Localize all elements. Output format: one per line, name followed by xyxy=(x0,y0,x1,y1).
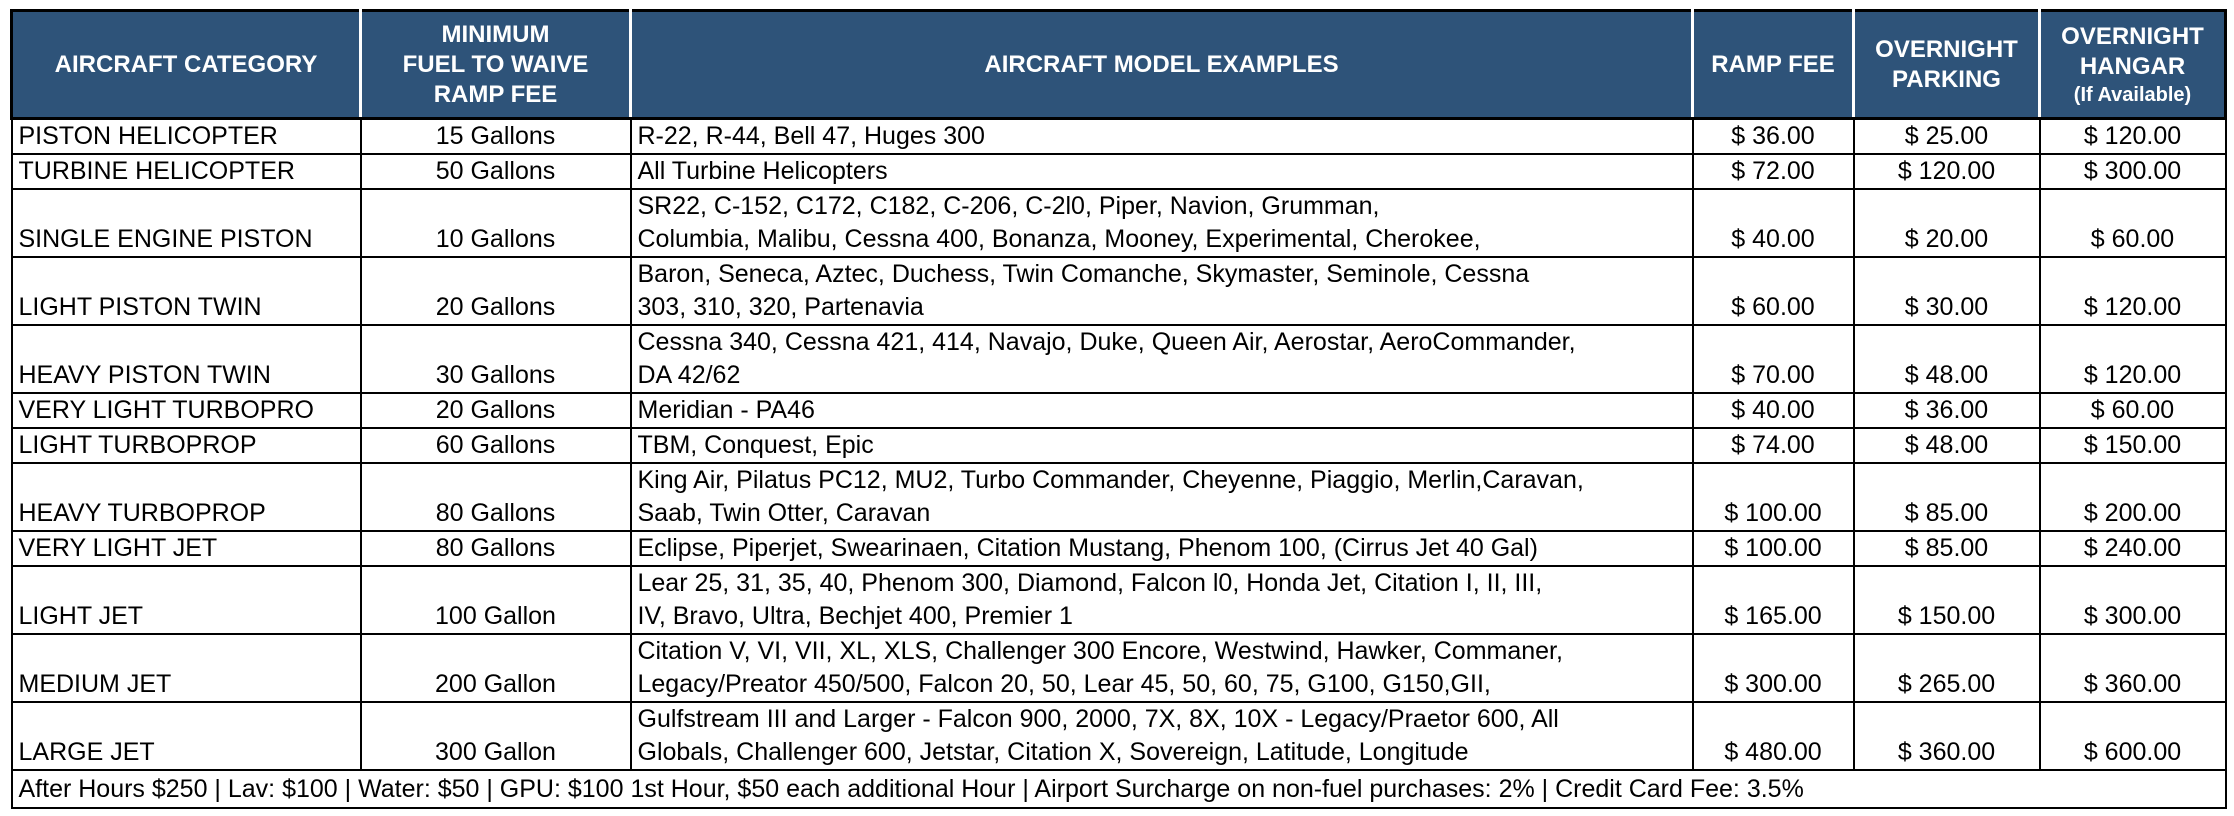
overnight-parking-cell: $ 48.00 xyxy=(1854,428,2040,463)
model-examples-cell xyxy=(631,428,1693,463)
header-parking-line: OVERNIGHT xyxy=(1875,35,2018,63)
model-examples-cell xyxy=(631,566,1693,634)
model-examples-line: SR22, C-152, C172, C182, C-206, C-2l0, Piper, Navion, Grumman, xyxy=(637,192,1380,220)
table-row xyxy=(12,325,2226,393)
table-row xyxy=(12,428,2226,463)
ramp-fee-cell: $ 165.00 xyxy=(1693,566,1854,634)
model-examples-line: R-22, R-44, Bell 47, Huges 300 xyxy=(637,122,985,150)
model-examples-cell xyxy=(631,119,1693,155)
table-row xyxy=(12,393,2226,428)
ramp-fee-cell: $ 480.00 xyxy=(1693,702,1854,770)
header-min-fuel-line: FUEL TO WAIVE xyxy=(402,50,589,78)
fee-table-body xyxy=(12,119,2226,771)
aircraft-category-cell: LIGHT JET xyxy=(12,566,361,634)
ramp-fee-cell: $ 40.00 xyxy=(1693,189,1854,257)
ramp-fee-cell: $ 100.00 xyxy=(1693,463,1854,531)
aircraft-category-cell: HEAVY PISTON TWIN xyxy=(12,325,361,393)
header-min-fuel-line: RAMP FEE xyxy=(433,80,558,108)
minimum-fuel-cell: 50 Gallons xyxy=(361,154,631,189)
minimum-fuel-cell: 15 Gallons xyxy=(361,119,631,155)
overnight-parking-cell: $ 85.00 xyxy=(1854,463,2040,531)
overnight-parking-cell: $ 265.00 xyxy=(1854,634,2040,702)
model-examples-cell xyxy=(631,702,1693,770)
header-row xyxy=(12,11,2226,119)
header-overnight-hangar xyxy=(2040,11,2226,119)
overnight-parking-cell: $ 150.00 xyxy=(1854,566,2040,634)
minimum-fuel-cell: 20 Gallons xyxy=(361,393,631,428)
minimum-fuel-cell: 10 Gallons xyxy=(361,189,631,257)
ramp-fee-cell: $ 70.00 xyxy=(1693,325,1854,393)
model-examples-cell xyxy=(631,463,1693,531)
model-examples-line: Citation V, VI, VII, XL, XLS, Challenger 300 Encore, Westwind, Hawker, Commaner, xyxy=(637,637,1563,665)
aircraft-category-cell: TURBINE HELICOPTER xyxy=(12,154,361,189)
overnight-parking-cell: $ 120.00 xyxy=(1854,154,2040,189)
overnight-hangar-cell: $ 600.00 xyxy=(2040,702,2226,770)
table-row xyxy=(12,154,2226,189)
overnight-hangar-cell: $ 150.00 xyxy=(2040,428,2226,463)
header-overnight-parking xyxy=(1854,11,2040,119)
ramp-fee-cell: $ 72.00 xyxy=(1693,154,1854,189)
aircraft-category-cell: HEAVY TURBOPROP xyxy=(12,463,361,531)
header-ramp-fee: RAMP FEE xyxy=(1693,11,1854,119)
minimum-fuel-cell: 60 Gallons xyxy=(361,428,631,463)
minimum-fuel-cell: 20 Gallons xyxy=(361,257,631,325)
header-hangar-note: (If Available) xyxy=(2073,83,2192,106)
overnight-hangar-cell: $ 300.00 xyxy=(2040,154,2226,189)
model-examples-cell xyxy=(631,154,1693,189)
model-examples-line: IV, Bravo, Ultra, Bechjet 400, Premier 1 xyxy=(637,602,1073,630)
model-examples-line: Cessna 340, Cessna 421, 414, Navajo, Duke, Queen Air, Aerostar, AeroCommander, xyxy=(637,328,1576,356)
ramp-fee-cell: $ 300.00 xyxy=(1693,634,1854,702)
table-row xyxy=(12,634,2226,702)
minimum-fuel-cell: 200 Gallon xyxy=(361,634,631,702)
aircraft-category-cell: LIGHT PISTON TWIN xyxy=(12,257,361,325)
ramp-fee-cell: $ 100.00 xyxy=(1693,531,1854,566)
model-examples-line: Eclipse, Piperjet, Swearinaen, Citation Mustang, Phenom 100, (Cirrus Jet 40 Gal) xyxy=(637,534,1538,562)
minimum-fuel-cell: 80 Gallons xyxy=(361,531,631,566)
ramp-fee-cell: $ 74.00 xyxy=(1693,428,1854,463)
aircraft-category-cell: LARGE JET xyxy=(12,702,361,770)
overnight-parking-cell: $ 20.00 xyxy=(1854,189,2040,257)
table-row xyxy=(12,463,2226,531)
header-hangar-line: HANGAR xyxy=(2079,52,2186,80)
table-row xyxy=(12,189,2226,257)
minimum-fuel-cell: 100 Gallon xyxy=(361,566,631,634)
aircraft-category-cell: VERY LIGHT JET xyxy=(12,531,361,566)
model-examples-line: DA 42/62 xyxy=(637,361,741,389)
overnight-parking-cell: $ 48.00 xyxy=(1854,325,2040,393)
overnight-hangar-cell: $ 120.00 xyxy=(2040,257,2226,325)
table-row xyxy=(12,702,2226,770)
fee-schedule xyxy=(10,9,2224,809)
aircraft-category-cell: LIGHT TURBOPROP xyxy=(12,428,361,463)
model-examples-line: Globals, Challenger 600, Jetstar, Citation X, Sovereign, Latitude, Longitude xyxy=(637,738,1469,766)
model-examples-cell xyxy=(631,393,1693,428)
model-examples-line: Lear 25, 31, 35, 40, Phenom 300, Diamond, Falcon l0, Honda Jet, Citation I, II, III, xyxy=(637,569,1543,597)
aircraft-category-cell: MEDIUM JET xyxy=(12,634,361,702)
model-examples-line: Columbia, Malibu, Cessna 400, Bonanza, Mooney, Experimental, Cherokee, xyxy=(637,225,1481,253)
overnight-hangar-cell: $ 360.00 xyxy=(2040,634,2226,702)
table-row xyxy=(12,531,2226,566)
model-examples-cell xyxy=(631,325,1693,393)
overnight-hangar-cell: $ 60.00 xyxy=(2040,393,2226,428)
model-examples-line: TBM, Conquest, Epic xyxy=(637,431,874,459)
minimum-fuel-cell: 300 Gallon xyxy=(361,702,631,770)
overnight-hangar-cell: $ 60.00 xyxy=(2040,189,2226,257)
overnight-hangar-cell: $ 120.00 xyxy=(2040,119,2226,155)
aircraft-category-cell: PISTON HELICOPTER xyxy=(12,119,361,155)
model-examples-line: King Air, Pilatus PC12, MU2, Turbo Commander, Cheyenne, Piaggio, Merlin,Caravan, xyxy=(637,466,1584,494)
ramp-fee-cell: $ 36.00 xyxy=(1693,119,1854,155)
table-row xyxy=(12,257,2226,325)
model-examples-cell xyxy=(631,531,1693,566)
header-parking-line: PARKING xyxy=(1892,65,2001,93)
minimum-fuel-cell: 30 Gallons xyxy=(361,325,631,393)
footer-notes: After Hours $250 | Lav: $100 | Water: $50 | GPU: $100 1st Hour, $50 each additional Hour | Airport Surcharge on non-fuel purchases: 2% | Credit Card Fee: 3.5% xyxy=(12,770,2226,808)
overnight-parking-cell: $ 85.00 xyxy=(1854,531,2040,566)
table-row xyxy=(12,566,2226,634)
model-examples-line: All Turbine Helicopters xyxy=(637,157,888,185)
model-examples-cell xyxy=(631,634,1693,702)
model-examples-line: Gulfstream III and Larger - Falcon 900, 2000, 7X, 8X, 10X - Legacy/Praetor 600, All xyxy=(637,705,1559,733)
aircraft-category-cell: VERY LIGHT TURBOPRO xyxy=(12,393,361,428)
header-model-examples: AIRCRAFT MODEL EXAMPLES xyxy=(631,11,1693,119)
model-examples-line: Meridian - PA46 xyxy=(637,396,815,424)
ramp-fee-cell: $ 60.00 xyxy=(1693,257,1854,325)
model-examples-line: Saab, Twin Otter, Caravan xyxy=(637,499,931,527)
ramp-fee-cell: $ 40.00 xyxy=(1693,393,1854,428)
model-examples-line: Baron, Seneca, Aztec, Duchess, Twin Comanche, Skymaster, Seminole, Cessna xyxy=(637,260,1530,288)
model-examples-line: 303, 310, 320, Partenavia xyxy=(637,293,924,321)
overnight-parking-cell: $ 36.00 xyxy=(1854,393,2040,428)
overnight-hangar-cell: $ 120.00 xyxy=(2040,325,2226,393)
model-examples-cell xyxy=(631,257,1693,325)
overnight-parking-cell: $ 30.00 xyxy=(1854,257,2040,325)
header-minimum-fuel xyxy=(361,11,631,119)
header-aircraft-category: AIRCRAFT CATEGORY xyxy=(12,11,361,119)
minimum-fuel-cell: 80 Gallons xyxy=(361,463,631,531)
aircraft-category-cell: SINGLE ENGINE PISTON xyxy=(12,189,361,257)
header-min-fuel-line: MINIMUM xyxy=(441,20,550,48)
header-hangar-line: OVERNIGHT xyxy=(2061,22,2204,50)
model-examples-cell xyxy=(631,189,1693,257)
overnight-hangar-cell: $ 240.00 xyxy=(2040,531,2226,566)
overnight-hangar-cell: $ 300.00 xyxy=(2040,566,2226,634)
fee-table xyxy=(10,9,2227,809)
table-row xyxy=(12,119,2226,155)
footer-row xyxy=(12,770,2226,808)
overnight-parking-cell: $ 360.00 xyxy=(1854,702,2040,770)
model-examples-line: Legacy/Preator 450/500, Falcon 20, 50, Lear 45, 50, 60, 75, G100, G150,GII, xyxy=(637,670,1491,698)
overnight-parking-cell: $ 25.00 xyxy=(1854,119,2040,155)
overnight-hangar-cell: $ 200.00 xyxy=(2040,463,2226,531)
